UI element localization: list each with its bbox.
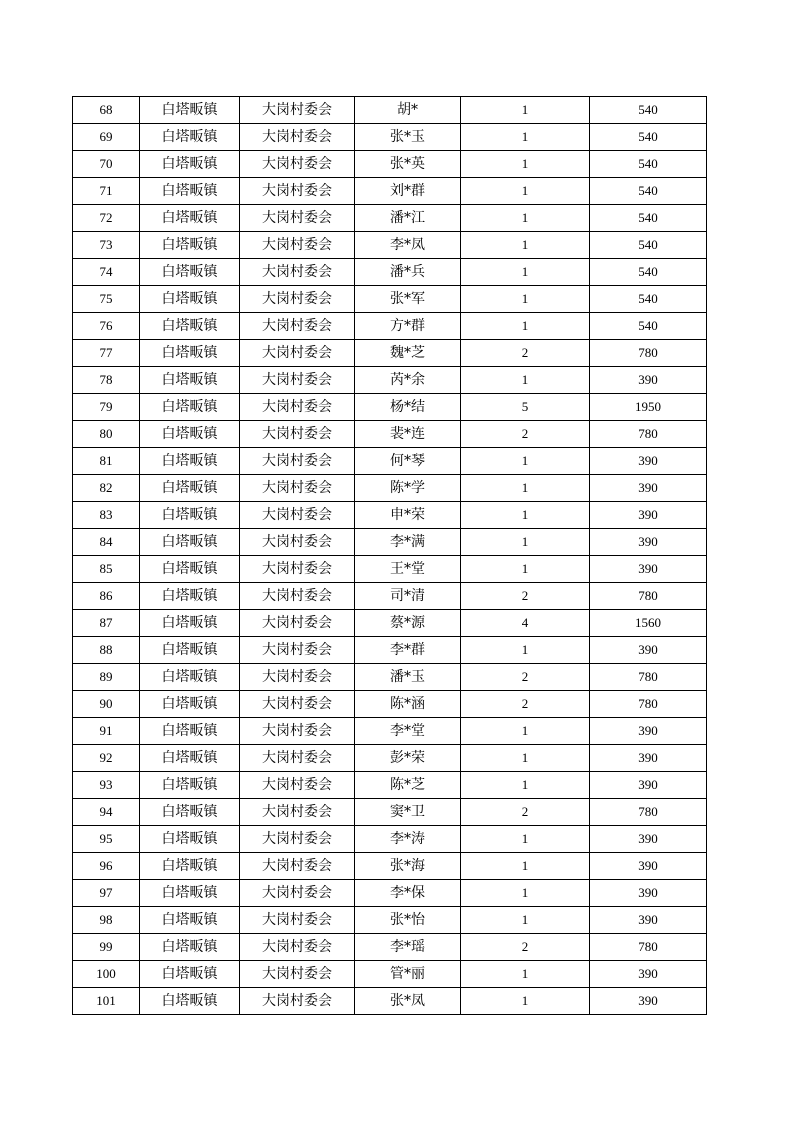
amount-cell: 780 xyxy=(590,934,707,961)
amount-cell: 390 xyxy=(590,475,707,502)
village-cell: 大岗村委会 xyxy=(240,556,355,583)
town-cell: 白塔畈镇 xyxy=(140,664,240,691)
count-cell: 1 xyxy=(461,151,590,178)
person-name-cell: 李*涛 xyxy=(355,826,461,853)
row-number-cell: 69 xyxy=(73,124,140,151)
person-name-cell: 方*群 xyxy=(355,313,461,340)
town-cell: 白塔畈镇 xyxy=(140,475,240,502)
table-row xyxy=(73,232,707,259)
town-cell: 白塔畈镇 xyxy=(140,367,240,394)
village-cell: 大岗村委会 xyxy=(240,799,355,826)
row-number-cell: 82 xyxy=(73,475,140,502)
row-number-cell: 68 xyxy=(73,97,140,124)
row-number-cell: 88 xyxy=(73,637,140,664)
village-cell: 大岗村委会 xyxy=(240,907,355,934)
amount-cell: 390 xyxy=(590,988,707,1015)
village-cell: 大岗村委会 xyxy=(240,286,355,313)
count-cell: 1 xyxy=(461,232,590,259)
row-number-cell: 94 xyxy=(73,799,140,826)
row-number-cell: 85 xyxy=(73,556,140,583)
amount-cell: 390 xyxy=(590,826,707,853)
row-number-cell: 91 xyxy=(73,718,140,745)
table-row xyxy=(73,718,707,745)
count-cell: 2 xyxy=(461,583,590,610)
count-cell: 2 xyxy=(461,799,590,826)
table-row xyxy=(73,124,707,151)
table-row xyxy=(73,448,707,475)
amount-cell: 390 xyxy=(590,853,707,880)
table-row xyxy=(73,556,707,583)
row-number-cell: 98 xyxy=(73,907,140,934)
town-cell: 白塔畈镇 xyxy=(140,529,240,556)
person-name-cell: 李*凤 xyxy=(355,232,461,259)
town-cell: 白塔畈镇 xyxy=(140,259,240,286)
town-cell: 白塔畈镇 xyxy=(140,124,240,151)
town-cell: 白塔畈镇 xyxy=(140,97,240,124)
table-row xyxy=(73,610,707,637)
town-cell: 白塔畈镇 xyxy=(140,934,240,961)
person-name-cell: 陈*学 xyxy=(355,475,461,502)
person-name-cell: 李*满 xyxy=(355,529,461,556)
amount-cell: 390 xyxy=(590,448,707,475)
row-number-cell: 89 xyxy=(73,664,140,691)
table-row xyxy=(73,880,707,907)
count-cell: 1 xyxy=(461,475,590,502)
amount-cell: 540 xyxy=(590,232,707,259)
village-cell: 大岗村委会 xyxy=(240,853,355,880)
table-row xyxy=(73,907,707,934)
person-name-cell: 张*英 xyxy=(355,151,461,178)
town-cell: 白塔畈镇 xyxy=(140,151,240,178)
table-row xyxy=(73,340,707,367)
table-row xyxy=(73,988,707,1015)
table-row xyxy=(73,97,707,124)
village-cell: 大岗村委会 xyxy=(240,637,355,664)
village-cell: 大岗村委会 xyxy=(240,475,355,502)
count-cell: 1 xyxy=(461,745,590,772)
person-name-cell: 李*群 xyxy=(355,637,461,664)
town-cell: 白塔畈镇 xyxy=(140,988,240,1015)
amount-cell: 540 xyxy=(590,178,707,205)
town-cell: 白塔畈镇 xyxy=(140,961,240,988)
count-cell: 4 xyxy=(461,610,590,637)
village-cell: 大岗村委会 xyxy=(240,610,355,637)
amount-cell: 390 xyxy=(590,718,707,745)
village-cell: 大岗村委会 xyxy=(240,691,355,718)
town-cell: 白塔畈镇 xyxy=(140,610,240,637)
count-cell: 1 xyxy=(461,880,590,907)
row-number-cell: 101 xyxy=(73,988,140,1015)
person-name-cell: 李*瑶 xyxy=(355,934,461,961)
count-cell: 1 xyxy=(461,178,590,205)
town-cell: 白塔畈镇 xyxy=(140,745,240,772)
count-cell: 1 xyxy=(461,556,590,583)
row-number-cell: 84 xyxy=(73,529,140,556)
count-cell: 2 xyxy=(461,934,590,961)
person-name-cell: 申*荣 xyxy=(355,502,461,529)
table-row xyxy=(73,961,707,988)
table-row xyxy=(73,772,707,799)
count-cell: 1 xyxy=(461,772,590,799)
town-cell: 白塔畈镇 xyxy=(140,718,240,745)
person-name-cell: 司*清 xyxy=(355,583,461,610)
count-cell: 1 xyxy=(461,637,590,664)
person-name-cell: 彭*荣 xyxy=(355,745,461,772)
person-name-cell: 胡* xyxy=(355,97,461,124)
row-number-cell: 90 xyxy=(73,691,140,718)
count-cell: 1 xyxy=(461,718,590,745)
row-number-cell: 71 xyxy=(73,178,140,205)
town-cell: 白塔畈镇 xyxy=(140,556,240,583)
village-cell: 大岗村委会 xyxy=(240,205,355,232)
town-cell: 白塔畈镇 xyxy=(140,178,240,205)
table-row xyxy=(73,259,707,286)
count-cell: 1 xyxy=(461,259,590,286)
village-cell: 大岗村委会 xyxy=(240,259,355,286)
amount-cell: 390 xyxy=(590,772,707,799)
village-cell: 大岗村委会 xyxy=(240,394,355,421)
person-name-cell: 潘*玉 xyxy=(355,664,461,691)
count-cell: 1 xyxy=(461,286,590,313)
town-cell: 白塔畈镇 xyxy=(140,772,240,799)
amount-cell: 540 xyxy=(590,286,707,313)
town-cell: 白塔畈镇 xyxy=(140,880,240,907)
village-cell: 大岗村委会 xyxy=(240,124,355,151)
amount-cell: 1950 xyxy=(590,394,707,421)
village-cell: 大岗村委会 xyxy=(240,772,355,799)
table-row xyxy=(73,529,707,556)
person-name-cell: 杨*结 xyxy=(355,394,461,421)
row-number-cell: 72 xyxy=(73,205,140,232)
count-cell: 1 xyxy=(461,367,590,394)
amount-cell: 390 xyxy=(590,556,707,583)
table-row xyxy=(73,151,707,178)
amount-cell: 390 xyxy=(590,637,707,664)
person-name-cell: 蔡*源 xyxy=(355,610,461,637)
amount-cell: 780 xyxy=(590,583,707,610)
town-cell: 白塔畈镇 xyxy=(140,853,240,880)
village-cell: 大岗村委会 xyxy=(240,988,355,1015)
row-number-cell: 76 xyxy=(73,313,140,340)
person-name-cell: 陈*芝 xyxy=(355,772,461,799)
row-number-cell: 80 xyxy=(73,421,140,448)
table-row xyxy=(73,799,707,826)
village-cell: 大岗村委会 xyxy=(240,880,355,907)
row-number-cell: 74 xyxy=(73,259,140,286)
count-cell: 1 xyxy=(461,907,590,934)
table-row xyxy=(73,934,707,961)
amount-cell: 780 xyxy=(590,421,707,448)
row-number-cell: 83 xyxy=(73,502,140,529)
person-name-cell: 刘*群 xyxy=(355,178,461,205)
amount-cell: 390 xyxy=(590,907,707,934)
count-cell: 1 xyxy=(461,853,590,880)
row-number-cell: 78 xyxy=(73,367,140,394)
table-row xyxy=(73,367,707,394)
amount-cell: 780 xyxy=(590,340,707,367)
village-cell: 大岗村委会 xyxy=(240,745,355,772)
table-row xyxy=(73,826,707,853)
amount-cell: 540 xyxy=(590,124,707,151)
village-cell: 大岗村委会 xyxy=(240,367,355,394)
count-cell: 1 xyxy=(461,124,590,151)
person-name-cell: 张*怡 xyxy=(355,907,461,934)
person-name-cell: 裴*连 xyxy=(355,421,461,448)
count-cell: 1 xyxy=(461,313,590,340)
town-cell: 白塔畈镇 xyxy=(140,340,240,367)
person-name-cell: 陈*涵 xyxy=(355,691,461,718)
row-number-cell: 93 xyxy=(73,772,140,799)
person-name-cell: 张*玉 xyxy=(355,124,461,151)
count-cell: 1 xyxy=(461,826,590,853)
row-number-cell: 96 xyxy=(73,853,140,880)
count-cell: 1 xyxy=(461,502,590,529)
row-number-cell: 95 xyxy=(73,826,140,853)
person-name-cell: 李*保 xyxy=(355,880,461,907)
row-number-cell: 79 xyxy=(73,394,140,421)
count-cell: 2 xyxy=(461,664,590,691)
town-cell: 白塔畈镇 xyxy=(140,286,240,313)
amount-cell: 540 xyxy=(590,313,707,340)
person-name-cell: 张*海 xyxy=(355,853,461,880)
amount-cell: 780 xyxy=(590,664,707,691)
row-number-cell: 75 xyxy=(73,286,140,313)
village-cell: 大岗村委会 xyxy=(240,934,355,961)
count-cell: 1 xyxy=(461,529,590,556)
person-name-cell: 何*琴 xyxy=(355,448,461,475)
village-cell: 大岗村委会 xyxy=(240,313,355,340)
village-cell: 大岗村委会 xyxy=(240,340,355,367)
table-row xyxy=(73,664,707,691)
table-row xyxy=(73,583,707,610)
village-cell: 大岗村委会 xyxy=(240,664,355,691)
table-row xyxy=(73,178,707,205)
amount-cell: 540 xyxy=(590,205,707,232)
town-cell: 白塔畈镇 xyxy=(140,313,240,340)
count-cell: 1 xyxy=(461,97,590,124)
town-cell: 白塔畈镇 xyxy=(140,907,240,934)
person-name-cell: 李*堂 xyxy=(355,718,461,745)
amount-cell: 390 xyxy=(590,367,707,394)
person-name-cell: 王*堂 xyxy=(355,556,461,583)
village-cell: 大岗村委会 xyxy=(240,583,355,610)
town-cell: 白塔畈镇 xyxy=(140,502,240,529)
row-number-cell: 77 xyxy=(73,340,140,367)
town-cell: 白塔畈镇 xyxy=(140,394,240,421)
table-row xyxy=(73,691,707,718)
amount-cell: 780 xyxy=(590,799,707,826)
town-cell: 白塔畈镇 xyxy=(140,691,240,718)
village-cell: 大岗村委会 xyxy=(240,961,355,988)
amount-cell: 1560 xyxy=(590,610,707,637)
town-cell: 白塔畈镇 xyxy=(140,448,240,475)
person-name-cell: 管*丽 xyxy=(355,961,461,988)
person-name-cell: 潘*江 xyxy=(355,205,461,232)
table-row xyxy=(73,637,707,664)
amount-cell: 390 xyxy=(590,961,707,988)
person-name-cell: 潘*兵 xyxy=(355,259,461,286)
count-cell: 1 xyxy=(461,961,590,988)
amount-cell: 540 xyxy=(590,259,707,286)
table-row xyxy=(73,313,707,340)
amount-cell: 390 xyxy=(590,502,707,529)
count-cell: 2 xyxy=(461,691,590,718)
row-number-cell: 100 xyxy=(73,961,140,988)
village-cell: 大岗村委会 xyxy=(240,421,355,448)
table-row xyxy=(73,205,707,232)
table-row xyxy=(73,394,707,421)
town-cell: 白塔畈镇 xyxy=(140,583,240,610)
count-cell: 1 xyxy=(461,448,590,475)
row-number-cell: 73 xyxy=(73,232,140,259)
table-row xyxy=(73,502,707,529)
count-cell: 1 xyxy=(461,205,590,232)
village-cell: 大岗村委会 xyxy=(240,151,355,178)
row-number-cell: 87 xyxy=(73,610,140,637)
amount-cell: 390 xyxy=(590,529,707,556)
village-cell: 大岗村委会 xyxy=(240,232,355,259)
row-number-cell: 97 xyxy=(73,880,140,907)
village-cell: 大岗村委会 xyxy=(240,529,355,556)
town-cell: 白塔畈镇 xyxy=(140,799,240,826)
roster-body xyxy=(73,97,707,1015)
town-cell: 白塔畈镇 xyxy=(140,421,240,448)
town-cell: 白塔畈镇 xyxy=(140,232,240,259)
person-name-cell: 魏*芝 xyxy=(355,340,461,367)
row-number-cell: 99 xyxy=(73,934,140,961)
town-cell: 白塔畈镇 xyxy=(140,205,240,232)
person-name-cell: 芮*余 xyxy=(355,367,461,394)
village-cell: 大岗村委会 xyxy=(240,718,355,745)
person-name-cell: 张*凤 xyxy=(355,988,461,1015)
row-number-cell: 81 xyxy=(73,448,140,475)
village-cell: 大岗村委会 xyxy=(240,826,355,853)
roster-table xyxy=(72,96,707,1015)
town-cell: 白塔畈镇 xyxy=(140,826,240,853)
town-cell: 白塔畈镇 xyxy=(140,637,240,664)
village-cell: 大岗村委会 xyxy=(240,448,355,475)
table-row xyxy=(73,475,707,502)
table-row xyxy=(73,745,707,772)
amount-cell: 540 xyxy=(590,97,707,124)
amount-cell: 390 xyxy=(590,745,707,772)
amount-cell: 540 xyxy=(590,151,707,178)
amount-cell: 390 xyxy=(590,880,707,907)
village-cell: 大岗村委会 xyxy=(240,97,355,124)
village-cell: 大岗村委会 xyxy=(240,178,355,205)
count-cell: 2 xyxy=(461,340,590,367)
village-cell: 大岗村委会 xyxy=(240,502,355,529)
row-number-cell: 70 xyxy=(73,151,140,178)
row-number-cell: 86 xyxy=(73,583,140,610)
table-row xyxy=(73,286,707,313)
person-name-cell: 张*军 xyxy=(355,286,461,313)
amount-cell: 780 xyxy=(590,691,707,718)
person-name-cell: 窦*卫 xyxy=(355,799,461,826)
count-cell: 5 xyxy=(461,394,590,421)
table-row xyxy=(73,421,707,448)
count-cell: 1 xyxy=(461,988,590,1015)
row-number-cell: 92 xyxy=(73,745,140,772)
table-row xyxy=(73,853,707,880)
count-cell: 2 xyxy=(461,421,590,448)
